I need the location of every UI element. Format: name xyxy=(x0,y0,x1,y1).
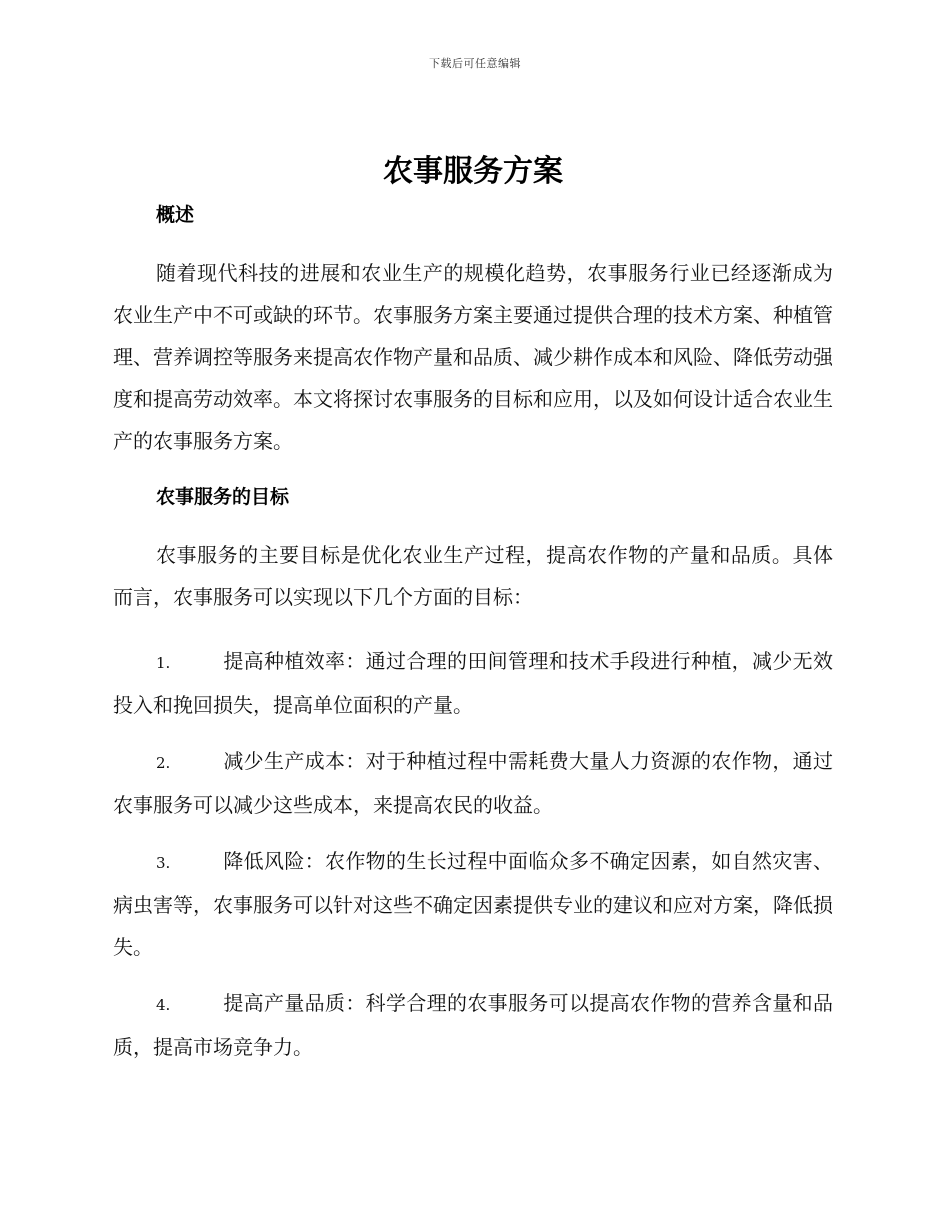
list-item xyxy=(113,840,833,968)
list-item-text: 减少生产成本：对于种植过程中需耗费大量人力资源的农作物，通过农事服务可以减少这些成本，来提高农民的收益。 xyxy=(113,749,833,817)
list-number: 2. xyxy=(156,754,171,772)
document-title: 农事服务方案 xyxy=(383,154,563,189)
list-number: 1. xyxy=(156,654,171,672)
document-body xyxy=(113,150,833,1082)
list-item-text: 提高产量品质：科学合理的农事服务可以提高农作物的营养含量和品质，提高市场竞争力。 xyxy=(113,991,833,1059)
list-number: 4. xyxy=(156,996,171,1014)
goals-intro-paragraph: 农事服务的主要目标是优化农业生产过程，提高农作物的产量和品质。具体而言，农事服务可以实现以下几个方面的目标： xyxy=(113,543,833,609)
overview-paragraph: 随着现代科技的进展和农业生产的规模化趋势，农事服务行业已经逐渐成为农业生产中不可或缺的环节。农事服务方案主要通过提供合理的技术方案、种植管理、营养调控等服务来提高农作物产量和品质、减少耕作成本和风险、降低劳动强度和提高劳动效率。本文将探讨农事服务的目标和应用，以及如何设计适合农业生产的农事服务方案。 xyxy=(113,261,833,453)
section-heading-goals: 农事服务的目标 xyxy=(156,486,290,508)
list-item-text: 降低风险：农作物的生长过程中面临众多不确定因素，如自然灾害、病虫害等，农事服务可以针对这些不确定因素提供专业的建议和应对方案，降低损失。 xyxy=(113,849,833,959)
list-item-text: 提高种植效率：通过合理的田间管理和技术手段进行种植，减少无效投入和挽回损失，提高单位面积的产量。 xyxy=(113,649,833,717)
section-heading-overview: 概述 xyxy=(156,204,195,226)
header-note: 下载后可任意编辑 xyxy=(429,57,521,70)
list-item xyxy=(113,640,833,726)
list-number: 3. xyxy=(156,854,171,872)
list-item xyxy=(113,740,833,826)
list-item xyxy=(113,982,833,1068)
